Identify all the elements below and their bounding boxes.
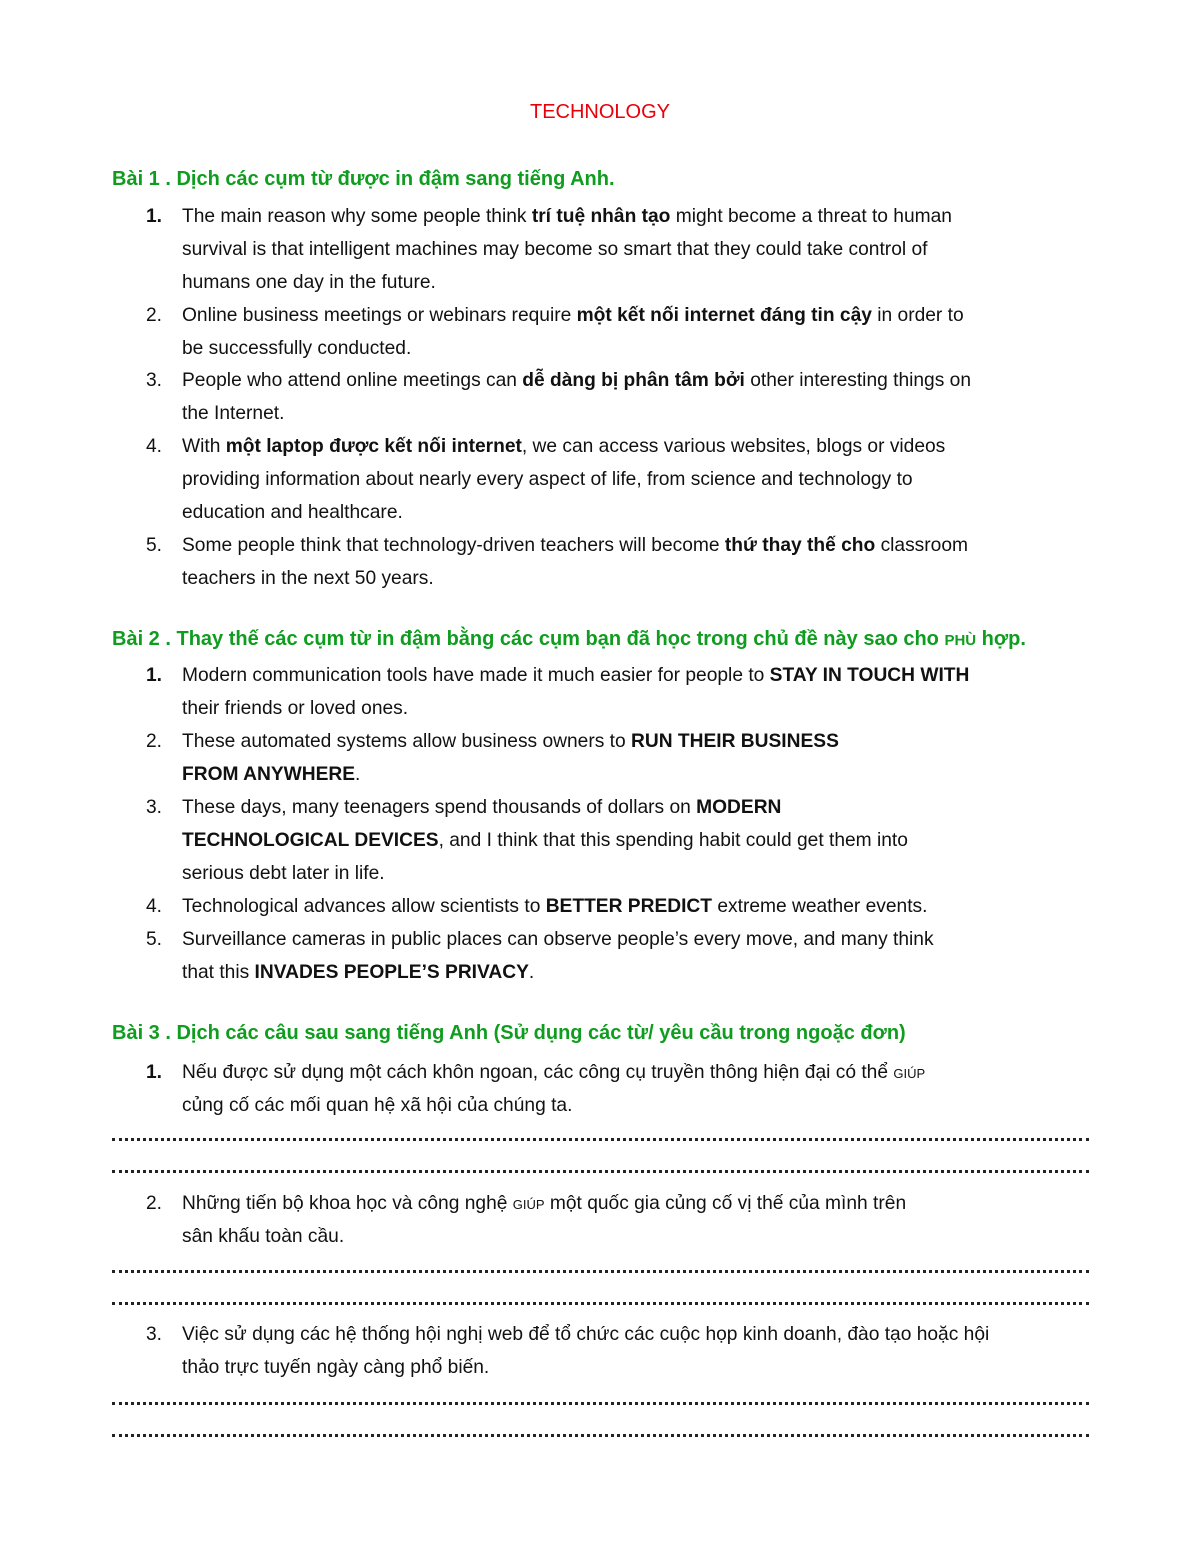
item-number: 1. [146, 206, 163, 227]
item-line: Online business meetings or webinars require một kết nối internet đáng tin cậy in order to [182, 305, 964, 326]
bold-phrase: FROM ANYWHERE [182, 764, 356, 785]
item-line: be successfully conducted. [182, 338, 412, 359]
item-number: 2. [146, 731, 163, 752]
answer-line[interactable] [112, 1402, 1089, 1405]
item-line: thảo trực tuyến ngày càng phổ biến. [182, 1357, 490, 1378]
answer-line[interactable] [112, 1302, 1089, 1305]
bold-phrase: RUN THEIR BUSINESS [631, 731, 839, 752]
item-line: These automated systems allow business owners to RUN THEIR BUSINESS [182, 731, 839, 752]
item-line: củng cố các mối quan hệ xã hội của chúng ta. [182, 1095, 573, 1116]
item-line: These days, many teenagers spend thousands of dollars on MODERN [182, 797, 782, 818]
item-number: 4. [146, 436, 163, 457]
bold-phrase: MODERN [696, 797, 782, 818]
item-number: 3. [146, 1324, 163, 1345]
answer-line[interactable] [112, 1270, 1089, 1273]
item-number: 5. [146, 929, 163, 950]
item-line: education and healthcare. [182, 502, 403, 523]
small-caps-word: PHÙ [944, 632, 977, 649]
bold-phrase: một laptop được kết nối internet [225, 436, 522, 457]
item-line: Modern communication tools have made it much easier for people to STAY IN TOUCH WITH [182, 665, 970, 686]
bold-phrase: một kết nối internet đáng tin cậy [576, 305, 872, 326]
item-line: teachers in the next 50 years. [182, 568, 434, 589]
item-line: survival is that intelligent machines may become so smart that they could take control of [182, 239, 928, 260]
answer-line[interactable] [112, 1170, 1089, 1173]
item-line: serious debt later in life. [182, 863, 385, 884]
item-number: 2. [146, 305, 163, 326]
item-number: 1. [146, 665, 163, 686]
answer-line[interactable] [112, 1138, 1089, 1141]
bold-phrase: thứ thay thế cho [724, 535, 876, 556]
item-line: FROM ANYWHERE. [182, 764, 361, 785]
bold-phrase: STAY IN TOUCH WITH [769, 665, 970, 686]
page-title: TECHNOLOGY [529, 101, 671, 123]
item-line: TECHNOLOGICAL DEVICES, and I think that this spending habit could get them into [182, 830, 908, 851]
item-number: 3. [146, 797, 163, 818]
bold-phrase: trí tuệ nhân tạo [531, 206, 671, 227]
item-line: Những tiến bộ khoa học và công nghệ GIÚP một quốc gia củng cố vị thế của mình trên [182, 1193, 907, 1214]
item-line: With một laptop được kết nối internet, we can access various websites, blogs or videos [182, 436, 946, 457]
item-line: sân khấu toàn cầu. [182, 1226, 345, 1247]
item-number: 1. [146, 1062, 163, 1083]
bold-phrase: INVADES PEOPLE’S PRIVACY [254, 962, 529, 983]
item-line: their friends or loved ones. [182, 698, 409, 719]
item-line: People who attend online meetings can dễ dàng bị phân tâm bởi other interesting things on [182, 370, 971, 391]
bold-phrase: dễ dàng bị phân tâm bởi [522, 370, 745, 391]
bold-phrase: TECHNOLOGICAL DEVICES [182, 830, 439, 851]
item-line: Some people think that technology-driven teachers will become thứ thay thế cho classroom [182, 535, 968, 556]
item-line: humans one day in the future. [182, 272, 436, 293]
answer-line[interactable] [112, 1434, 1089, 1437]
small-caps-word: GIÚP [512, 1197, 545, 1212]
item-number: 5. [146, 535, 163, 556]
exercise-2-heading: Bài 2 . Thay thế các cụm từ in đậm bằng các cụm bạn đã học trong chủ đề này sao cho PHÙ hợp. [112, 628, 1026, 650]
item-line: the Internet. [182, 403, 285, 424]
item-line: Việc sử dụng các hệ thống hội nghị web để tổ chức các cuộc họp kinh doanh, đào tạo hoặc hội [182, 1324, 990, 1345]
item-line: The main reason why some people think trí tuệ nhân tạo might become a threat to human [182, 206, 952, 227]
item-number: 3. [146, 370, 163, 391]
item-number: 4. [146, 896, 163, 917]
item-line: that this INVADES PEOPLE’S PRIVACY. [182, 962, 535, 983]
item-number: 2. [146, 1193, 163, 1214]
item-line: providing information about nearly every aspect of life, from science and technology to [182, 469, 913, 490]
item-line: Nếu được sử dụng một cách khôn ngoan, các công cụ truyền thông hiện đại có thể GIÚP [182, 1062, 926, 1083]
item-line: Technological advances allow scientists to BETTER PREDICT extreme weather events. [182, 896, 928, 917]
exercise-1-heading: Bài 1 . Dịch các cụm từ được in đậm sang tiếng Anh. [112, 168, 615, 190]
bold-phrase: BETTER PREDICT [545, 896, 713, 917]
exercise-3-heading: Bài 3 . Dịch các câu sau sang tiếng Anh (Sử dụng các từ/ yêu cầu trong ngoặc đơn) [112, 1022, 906, 1044]
small-caps-word: GIÚP [893, 1066, 926, 1081]
item-line: Surveillance cameras in public places can observe people’s every move, and many think [182, 929, 934, 950]
